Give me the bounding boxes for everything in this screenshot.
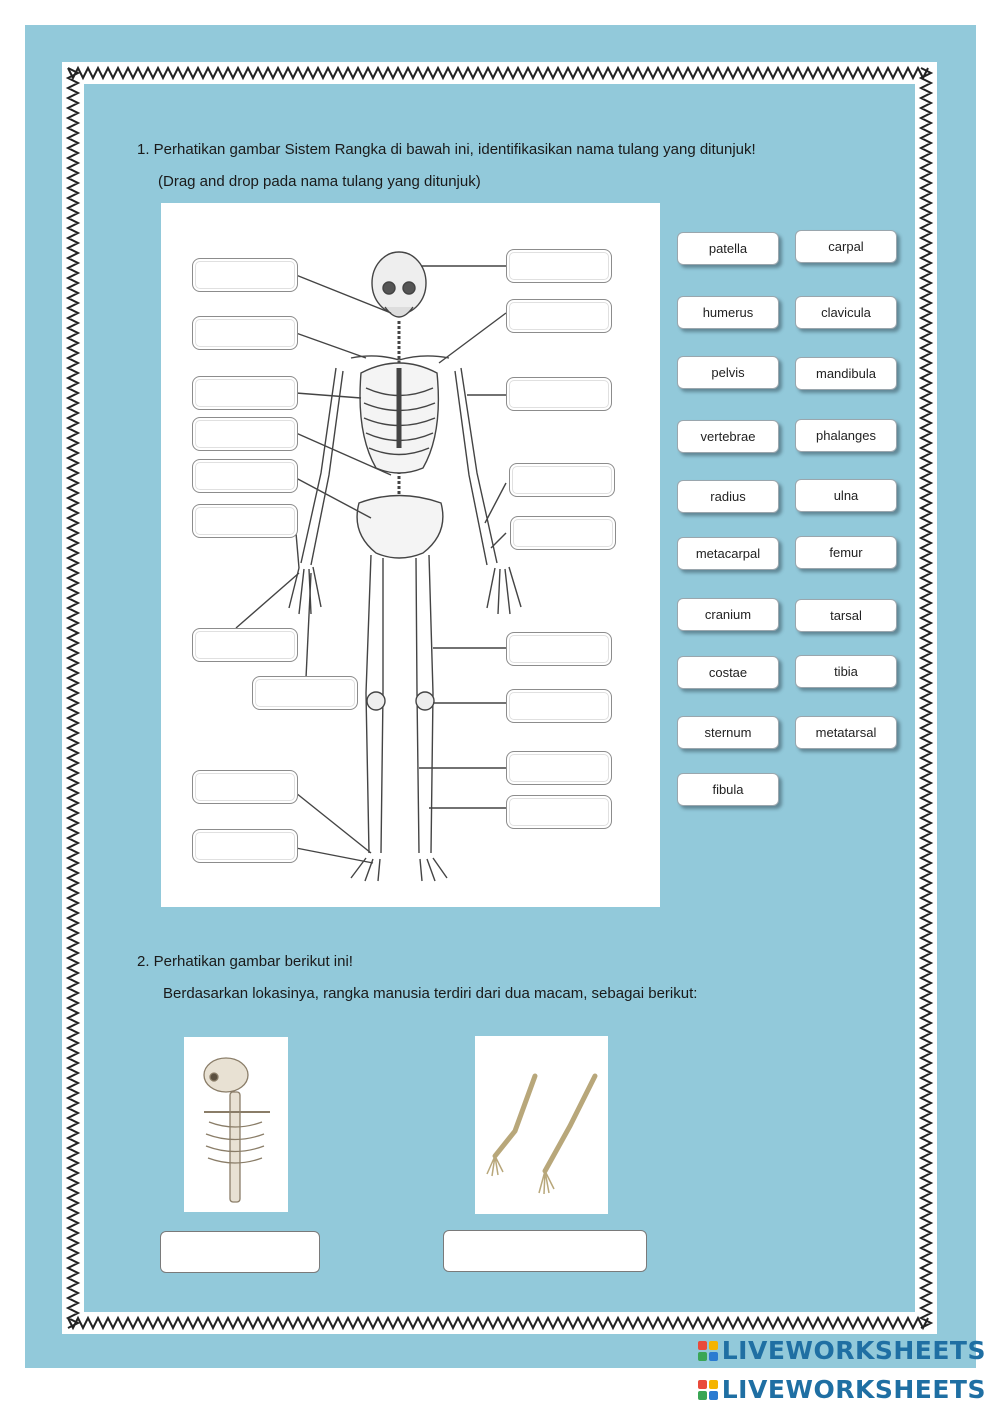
answer-box-appendicular[interactable] <box>443 1230 647 1272</box>
drag-tile-metatarsal[interactable]: metatarsal <box>795 716 897 749</box>
drag-tile-phalanges[interactable]: phalanges <box>795 419 897 452</box>
question-2-text: Berdasarkan lokasinya, rangka manusia terdiri dari dua macam, sebagai berikut: <box>163 985 698 1002</box>
question-1-title: 1. Perhatikan gambar Sistem Rangka di bawah ini, identifikasikan nama tulang yang ditunjuk! <box>137 141 756 158</box>
drop-box-14[interactable] <box>252 676 358 710</box>
drop-box-18[interactable] <box>192 770 298 804</box>
drag-tile-clavicula[interactable]: clavicula <box>795 296 897 329</box>
drag-tile-mandibula[interactable]: mandibula <box>795 357 897 390</box>
drop-box-3[interactable] <box>192 316 298 350</box>
drag-tile-humerus[interactable]: humerus <box>677 296 779 329</box>
drop-box-4[interactable] <box>506 299 612 333</box>
appendicular-skeleton-image <box>475 1036 608 1214</box>
drag-tile-radius[interactable]: radius <box>677 480 779 513</box>
drop-box-16[interactable] <box>506 751 612 785</box>
liveworksheets-mark-icon <box>698 1341 718 1361</box>
drop-box-9[interactable] <box>192 459 298 493</box>
brand-name: LIVEWORKSHEETS <box>721 1336 986 1365</box>
drag-tile-tibia[interactable]: tibia <box>795 655 897 688</box>
drag-tile-pelvis[interactable]: pelvis <box>677 356 779 389</box>
drag-tile-costae[interactable]: costae <box>677 656 779 689</box>
drop-box-13[interactable] <box>506 632 612 666</box>
drag-tile-tarsal[interactable]: tarsal <box>795 599 897 632</box>
answer-box-axial[interactable] <box>160 1231 320 1273</box>
drag-tile-ulna[interactable]: ulna <box>795 479 897 512</box>
question-1-instruction: (Drag and drop pada nama tulang yang ditunjuk) <box>158 173 481 190</box>
drag-tile-carpal[interactable]: carpal <box>795 230 897 263</box>
question-2-title: 2. Perhatikan gambar berikut ini! <box>137 953 353 970</box>
liveworksheets-mark-icon <box>698 1380 718 1400</box>
drop-box-6[interactable] <box>506 377 612 411</box>
drop-box-1[interactable] <box>192 258 298 292</box>
drop-box-8[interactable] <box>509 463 615 497</box>
drop-box-7[interactable] <box>192 417 298 451</box>
axial-skeleton-image <box>184 1037 288 1212</box>
skeleton-figure <box>161 203 660 907</box>
drag-tile-metacarpal[interactable]: metacarpal <box>677 537 779 570</box>
liveworksheets-logo-bottom <box>698 1375 986 1404</box>
drop-box-10[interactable] <box>510 516 616 550</box>
drop-box-12[interactable] <box>192 628 298 662</box>
drop-box-15[interactable] <box>506 689 612 723</box>
drag-tile-femur[interactable]: femur <box>795 536 897 569</box>
drag-tile-patella[interactable]: patella <box>677 232 779 265</box>
drag-tile-fibula[interactable]: fibula <box>677 773 779 806</box>
drop-box-17[interactable] <box>506 795 612 829</box>
brand-name: LIVEWORKSHEETS <box>721 1375 986 1404</box>
drop-box-5[interactable] <box>192 376 298 410</box>
liveworksheets-logo-top <box>698 1336 986 1365</box>
drop-box-11[interactable] <box>192 504 298 538</box>
drop-box-2[interactable] <box>506 249 612 283</box>
drag-tile-sternum[interactable]: sternum <box>677 716 779 749</box>
drag-tile-vertebrae[interactable]: vertebrae <box>677 420 779 453</box>
drop-box-19[interactable] <box>192 829 298 863</box>
drag-tile-cranium[interactable]: cranium <box>677 598 779 631</box>
